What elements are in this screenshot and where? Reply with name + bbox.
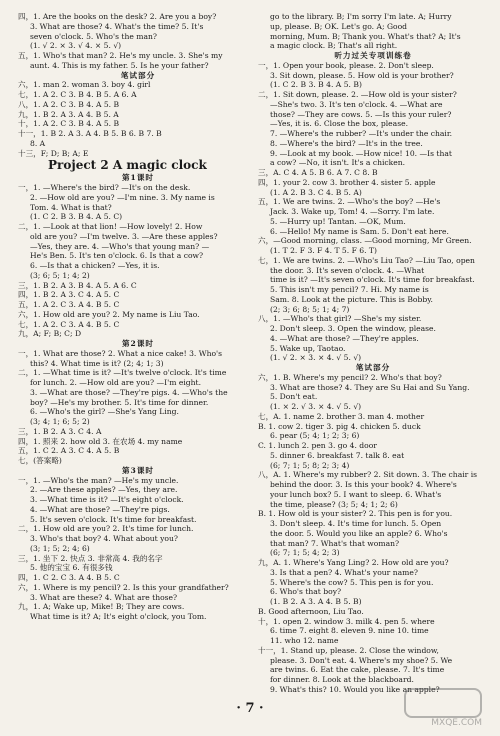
answer-line: B. 1. How old is your sister? 2. This pen is for you. (258, 509, 453, 519)
answer-line: 九，A; F; B; C; D (18, 329, 82, 339)
answer-line: 11. who 12. name (270, 636, 339, 645)
answer-line: 七，1. We are twins. 2. —Who's Liu Tao? —Liu Tao, open (258, 255, 475, 265)
answer-line: boy? —He's my brother. 5. It's time for dinner. (30, 397, 209, 407)
answer-line: this? 4. What time is it? (2; 4; 1; 3) (30, 358, 164, 368)
answer-line: C. 1. lunch 2. pen 3. go 4. door (258, 441, 377, 450)
answer-line: 六，1. How old are you? 2. My name is Liu Tao. (18, 309, 200, 319)
answer-line: (1. A 2. B 3. C 4. B 5. A) (270, 187, 362, 197)
answer-line: 六，1. man 2. woman 3. boy 4. girl (18, 80, 151, 90)
answer-line: 三，1. 坐下 2. 快点 3. 非常高 4. 我的名字 (18, 553, 163, 563)
answer-line: 一，1. Open your book, please. 2. Don't sleep. (258, 60, 434, 70)
answer-line: are twins. 6. Eat the cake, please. 7. It's time (270, 665, 445, 675)
answer-line: (3; 6; 5; 1; 4; 2) (30, 270, 90, 280)
answer-line: 八，A. 1. Where's my rubber? 2. Sit down. 3. The chair is (258, 470, 478, 480)
answer-line: 九，1. A; Wake up, Mike! B; They are cows. (18, 602, 185, 612)
answer-line: 5. Don't eat. (270, 392, 318, 402)
answer-line: 七，1. A 2. C 3. B 4. B 5. A 6. A (18, 90, 137, 99)
answer-line: 十，1. A 2. C 3. B 4. A 5. B (18, 119, 120, 129)
answer-line: 8. A (30, 138, 46, 148)
answer-line: please. 3. Don't eat. 4. Where's my shoe? 5. We (270, 655, 453, 665)
answer-line: 四，1. C 2. C 3. A 4. B 5. C (18, 573, 120, 582)
answer-line: go to the library. B; I'm sorry I'm late. A; Hurry (270, 12, 452, 21)
answer-line: —She's two. 3. It's ten o'clock. 4. —What are (270, 99, 443, 109)
answer-line: that man? 7. What's that woman? (270, 538, 400, 548)
answer-line: 三，1. B 2. A 3. C 4. A (18, 426, 102, 436)
answer-line: the door. 3. It's seven o'clock. 4. —What (270, 265, 425, 275)
answer-line: 一，1. What are those? 2. What a nice cake! 3. Who's (18, 348, 223, 358)
answer-line: 十一，1. Stand up, please. 2. Close the window, (258, 645, 439, 655)
answer-line: 九，A. 1. Where's Yang Ling? 2. How old are you? (258, 558, 449, 567)
answer-line: your lunch box? 5. I want to sleep. 6. What's (270, 489, 442, 499)
answer-line: 3. What are those? 4. They are Su Hai and Su Yang. (270, 382, 470, 392)
answer-line: 六，1. Where is my pencil? 2. Is this your grandfather? (18, 582, 229, 592)
answer-line: (2; 3; 6; 8; 5; 1; 4; 7) (270, 304, 350, 314)
answer-line: 四，1. your 2. cow 3. brother 4. sister 5. apple (258, 177, 436, 187)
answer-line: 七，A. 1. name 2. brother 3. man 4. mother (258, 411, 425, 421)
answer-line: (1. C 2. B 3. B 4. A 5. C) (30, 212, 123, 222)
answer-line: B. Good afternoon, Liu Tao. (258, 606, 364, 616)
answer-line: 5. This isn't my pencil? 7. Hi. My name is (270, 285, 429, 294)
watermark (404, 688, 482, 728)
answer-line: 四，1. 照来 2. how old 3. 在农场 4. my name (18, 436, 183, 446)
answer-line: for dinner. 8. Look at the blackboard. (270, 675, 414, 684)
answer-line: aunt. 4. This is my father. 5. Is he your father? (30, 60, 209, 70)
answer-line: 3. —What are those? —They're pigs. 4. —Who's the (30, 387, 228, 397)
answer-line: 5. dinner 6. breakfast 7. talk 8. eat (270, 450, 405, 460)
answer-line: (1. √ 2. × 3. × 4. √ 5. √) (270, 353, 362, 363)
answer-line: time is it? —It's seven o'clock. It's time for breakfast. (270, 275, 475, 285)
answer-line: 2. —How old are you? —I'm nine. 3. My name is (30, 192, 215, 202)
answer-line: 6. Who's that boy? (270, 587, 342, 597)
right-column (258, 12, 488, 695)
answer-line: 七，1. A 2. C 3. A 4. B 5. C (18, 319, 120, 329)
answer-line: (1. √ 2. × 3. √ 4. × 5. √) (30, 41, 122, 51)
answer-line: 6. time 7. eight 8. eleven 9. nine 10. time (270, 626, 429, 636)
section-heading: 听力过关专项训练卷 (334, 51, 412, 60)
watermark-label: MXQE.COM (431, 718, 482, 728)
answer-line: 3. Don't sleep. 4. It's time for lunch. 5. Open (270, 519, 442, 528)
answer-line: 十，1. open 2. window 3. milk 4. pen 5. where (258, 616, 435, 626)
answer-line: 7. —Where's the rubber? —It's under the chair. (270, 129, 453, 138)
answer-line: 3. What are those? 4. What's the time? 5. It's (30, 21, 204, 31)
answer-line: for lunch. 2. —How old are you? —I'm eight. (30, 378, 201, 387)
answer-line: 二，1. —Look at that lion! —How lovely! 2. How (18, 222, 203, 231)
answer-line: 五，1. C 2. A 3. C 4. A 5. B (18, 446, 120, 456)
answer-line: (1. T 2. F 3. F 4. T 5. F 6. T) (270, 246, 377, 255)
answer-line: 6. pear (5; 4; 1; 2; 3; 6) (270, 431, 360, 441)
answer-stamp-icon (404, 688, 482, 718)
answer-line: up, please. B; OK. Let's go. A; Good (270, 21, 408, 31)
section-heading: 第3课时 (121, 465, 155, 475)
section-heading: 第1课时 (121, 173, 155, 183)
answer-line: 9. What's this? 10. Would you like an apple? (270, 684, 440, 694)
section-title: Project 2 A magic clock (48, 158, 207, 173)
answer-line: 4. —What are those? —They're pigs. (30, 504, 170, 514)
answer-line: 四，1. B 2. A 3. C 4. A 5. C (18, 290, 120, 300)
answer-line: 二，1. Sit down, please. 2. —How old is your sister? (258, 90, 457, 99)
answer-line: 2. —Are these apples? —Yes, they are. (30, 485, 178, 495)
answer-line: 3. Sit down, please. 5. How old is your brother? (270, 70, 454, 80)
answer-line: 3. Who's that boy? 4. What about you? (30, 534, 178, 543)
answer-line: 3. —What time is it? —It's eight o'clock. (30, 495, 184, 504)
answer-line: 6. —Hello! My name is Sam. 5. Don't eat here. (270, 226, 449, 236)
answer-line: 二，1. —What time is it? —It's twelve o'clock. It's time (18, 368, 227, 378)
answer-line: 八，1. A 2. C 3. B 4. A 5. B (18, 99, 120, 109)
answer-line: Sam. 8. Look at the picture. This is Bobby. (270, 294, 433, 304)
answer-line: (6; 7; 1; 5; 8; 2; 3; 4) (270, 460, 350, 470)
answer-line: 3. What are these? 4. What are those? (30, 592, 178, 602)
answer-line: 6. —Who's the girl? —She's Yang Ling. (30, 407, 179, 417)
answer-line: seven o'clock. 5. Who's the man? (30, 31, 157, 41)
page-number: · 7 · (236, 701, 264, 716)
answer-line: 3. Is that a pen? 4. What's your name? (270, 567, 418, 577)
answer-line: 七，(答案略) (18, 456, 62, 465)
section-heading: 第2课时 (121, 339, 155, 348)
answer-line: He's Ben. 5. It's ten o'clock. 6. Is that a cow? (30, 251, 204, 261)
answer-line: behind the door. 3. Is this your book? 4. Where's (270, 480, 457, 489)
answer-line: 五，1. We are twins. 2. —Who's the boy? —He's (258, 197, 441, 207)
left-column (18, 12, 258, 622)
answer-line: —Yes, they are. 4. —Who's that young man? — (30, 241, 210, 251)
answer-line: old are you? —I'm twelve. 3. —Are these apples? (30, 231, 218, 241)
answer-line: 5. Wake up, Taotao. (270, 343, 346, 353)
answer-line: 九，1. B 2. A 3. A 4. B 5. A (18, 109, 119, 119)
answer-line: a magic clock. B; That's all right. (270, 41, 398, 51)
answer-line: (1. C 2. B 3. B 4. A 5. B) (270, 80, 362, 90)
answer-line: (1. × 2. √ 3. × 4. √ 5. √) (270, 402, 362, 411)
answer-line: Jack. 3. Wake up, Tom! 4. —Sorry. I'm late. (270, 207, 435, 216)
answer-line: What time is it? A; It's eight o'clock, you Tom. (30, 612, 207, 621)
answer-line: 8. —Where's the bird? —It's in the tree. (270, 138, 423, 148)
answer-line: 一，1. —Who's the man? —He's my uncle. (18, 475, 179, 485)
answer-line: those? —They are cows. 5. —Is this your ruler? (270, 109, 452, 119)
answer-line: 5. It's seven o'clock. It's time for breakfast. (30, 514, 197, 524)
answer-line: Tom. 4. What is that? (30, 202, 112, 212)
answer-line: 八，1. —Who's that girl? —She's my sister. (258, 314, 422, 324)
answer-line: B. 1. cow 2. tiger 3. pig 4. chicken 5. duck (258, 421, 421, 431)
answer-line: 二，1. How old are you? 2. It's time for lunch. (18, 524, 194, 534)
answer-line: 5. 他的宝宝 6. 有很多钱 (30, 563, 113, 573)
answer-line: 十一，1. B 2. A 3. A 4. B 5. B 6. B 7. B (18, 129, 162, 138)
answer-line: 五，1. A 2. C 3. A 4. B 5. C (18, 300, 120, 309)
section-heading: 笔试部分 (120, 70, 156, 80)
answer-line: 四，1. Are the books on the desk? 2. Are you a boy? (18, 12, 217, 21)
answer-line: 五，1. Who's that man? 2. He's my uncle. 3. She's my (18, 51, 223, 60)
answer-line: (3; 1; 5; 2; 4; 6) (30, 543, 90, 553)
answer-line: 4. —What are those? —They're apples. (270, 333, 419, 343)
answer-line: the time, please? (3; 5; 4; 1; 2; 6) (270, 499, 398, 509)
answer-line: 六，—Good morning, class. —Good morning, Mr Green. (258, 236, 472, 246)
answer-line: 9. —Look at my book. —How nice! 10. —Is that (270, 148, 452, 158)
answer-line: a cow? —No, it isn't. It's a chicken. (270, 158, 406, 168)
answer-line: —Yes, it is. 6. Close the box, please. (270, 119, 408, 129)
answer-line: (3; 4; 1; 6; 5; 2) (30, 417, 90, 426)
answer-line: 6. —Is that a chicken? —Yes, it is. (30, 261, 160, 270)
answer-line: morning, Mum. B; Thank you. What's that? A; It's (270, 31, 461, 41)
answer-line: 三，A. C 4. A 5. B 6. A 7. C 8. B (258, 168, 378, 177)
answer-line: (6; 7; 1; 5; 4; 2; 3) (270, 548, 340, 558)
answer-line: the door. 5. Would you like an apple? 6. Who's (270, 528, 448, 538)
answer-line: 一，1. —Where's the bird? —It's on the desk. (18, 183, 191, 192)
answer-line: (1. B 2. A 3. A 4. B 5. B) (270, 597, 362, 606)
answer-line: 5. Where's the cow? 5. This pen is for you. (270, 577, 434, 587)
answer-line: 5. —Hurry up! Tantan. —OK, Mum. (270, 216, 406, 226)
section-heading: 笔试部分 (355, 363, 391, 372)
answer-line: 三，1. B 2. A 3. B 4. A 5. A 6. C (18, 280, 137, 290)
answer-line: 十三，F; D; B; A; E (18, 148, 89, 158)
answer-line: 六，1. B. Where's my pencil? 2. Who's that boy? (258, 372, 442, 382)
answer-line: 2. Don't sleep. 3. Open the window, please. (270, 324, 436, 333)
